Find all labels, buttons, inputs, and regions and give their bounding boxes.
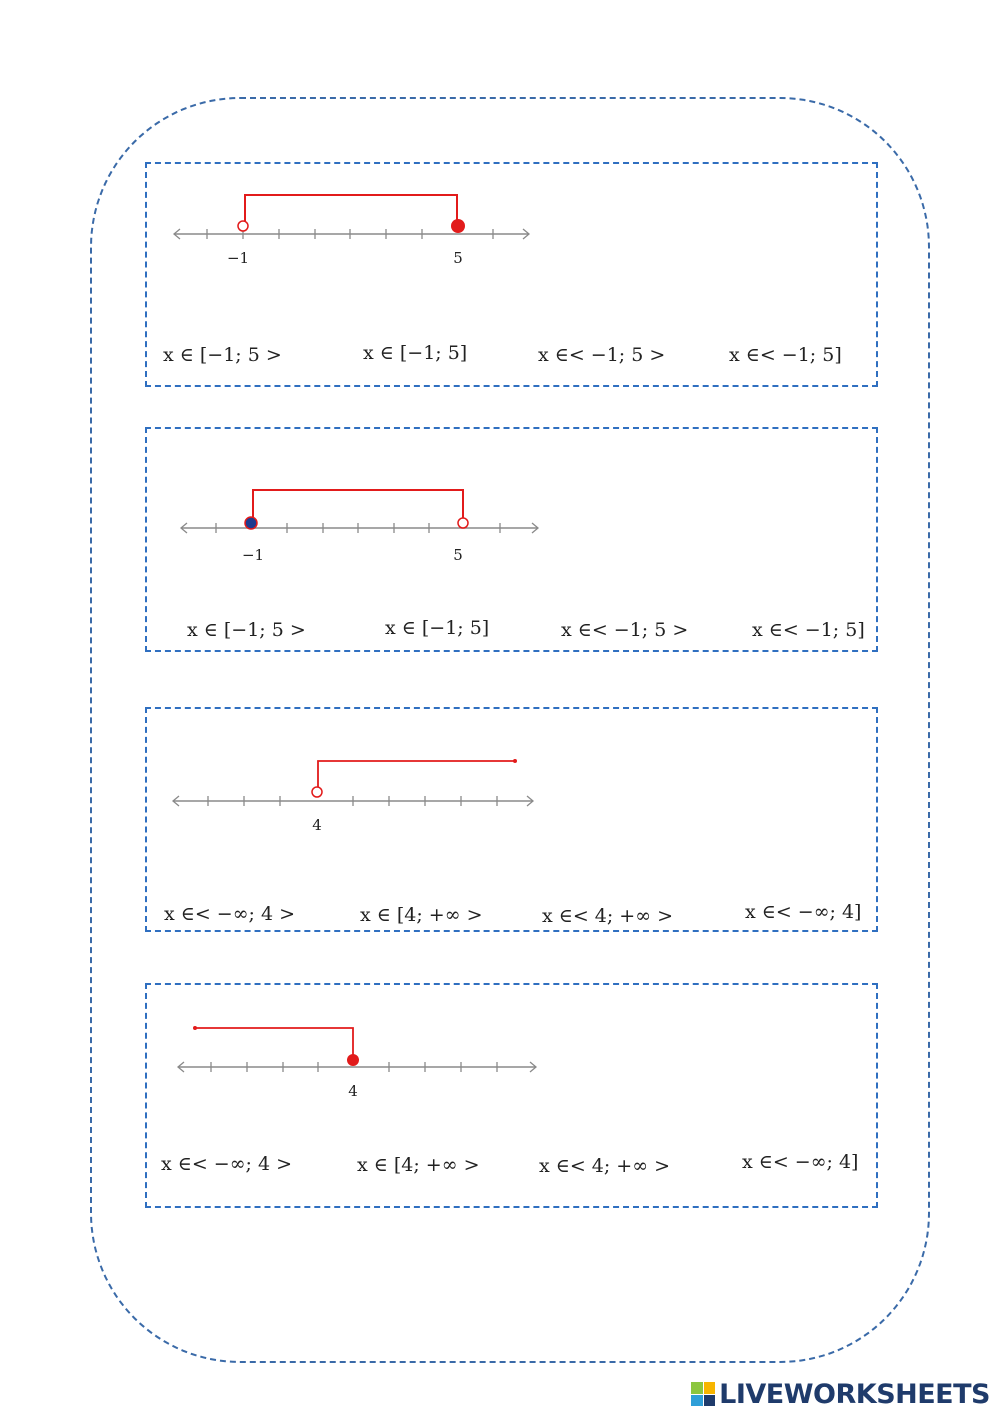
logo-square-1 [691, 1382, 703, 1394]
answer-option-1[interactable]: x ∈< −∞; 4 > [164, 903, 296, 925]
answer-option-4[interactable]: x ∈< −∞; 4] [742, 1151, 859, 1173]
open-endpoint [238, 221, 248, 231]
answer-option-2[interactable]: x ∈ [4; +∞ > [357, 1154, 480, 1176]
interval-ray [195, 1028, 353, 1055]
interval-ray [318, 761, 515, 787]
number-line-1 [147, 164, 880, 284]
number-line-2 [147, 429, 880, 569]
ray-end-dot [513, 759, 517, 763]
tick-label-right: 5 [453, 249, 463, 267]
answer-option-1[interactable]: x ∈ [−1; 5 > [187, 619, 306, 641]
interval-bracket [253, 490, 463, 522]
exercise-card-4 [145, 983, 878, 1208]
logo-square-3 [691, 1395, 703, 1407]
tick-label-right: 5 [453, 546, 463, 564]
answer-option-3[interactable]: x ∈< 4; +∞ > [542, 905, 674, 927]
liveworksheets-logo-icon [691, 1382, 715, 1406]
answer-option-4[interactable]: x ∈< −∞; 4] [745, 901, 862, 923]
closed-endpoint [347, 1054, 359, 1066]
answer-option-2[interactable]: x ∈ [−1; 5] [363, 342, 468, 364]
answer-option-3[interactable]: x ∈< −1; 5 > [538, 344, 666, 366]
exercise-card-3 [145, 707, 878, 932]
answer-option-1[interactable]: x ∈< −∞; 4 > [161, 1153, 293, 1175]
number-line-4 [147, 985, 880, 1125]
answer-option-3[interactable]: x ∈< −1; 5 > [561, 619, 689, 641]
answer-option-1[interactable]: x ∈ [−1; 5 > [163, 344, 282, 366]
tick-label-left: −1 [226, 249, 250, 267]
answer-option-3[interactable]: x ∈< 4; +∞ > [539, 1155, 671, 1177]
answer-option-4[interactable]: x ∈< −1; 5] [752, 619, 865, 641]
exercise-card-2 [145, 427, 878, 652]
tick-label-left: −1 [241, 546, 265, 564]
brand-name: LIVEWORKSHEETS [719, 1378, 990, 1410]
closed-endpoint [245, 517, 257, 529]
logo-square-4 [704, 1395, 716, 1407]
answer-option-2[interactable]: x ∈ [−1; 5] [385, 617, 490, 639]
closed-endpoint [451, 219, 465, 233]
number-line-3 [147, 709, 880, 849]
tick-label-point: 4 [348, 1082, 358, 1100]
liveworksheets-brand [691, 1379, 990, 1409]
exercise-card-1 [145, 162, 878, 387]
logo-square-2 [704, 1382, 716, 1394]
ray-end-dot [193, 1026, 197, 1030]
answer-option-4[interactable]: x ∈< −1; 5] [729, 344, 842, 366]
interval-bracket [245, 195, 457, 226]
open-endpoint [312, 787, 322, 797]
tick-label-point: 4 [312, 816, 322, 834]
open-endpoint [458, 518, 468, 528]
answer-option-2[interactable]: x ∈ [4; +∞ > [360, 904, 483, 926]
